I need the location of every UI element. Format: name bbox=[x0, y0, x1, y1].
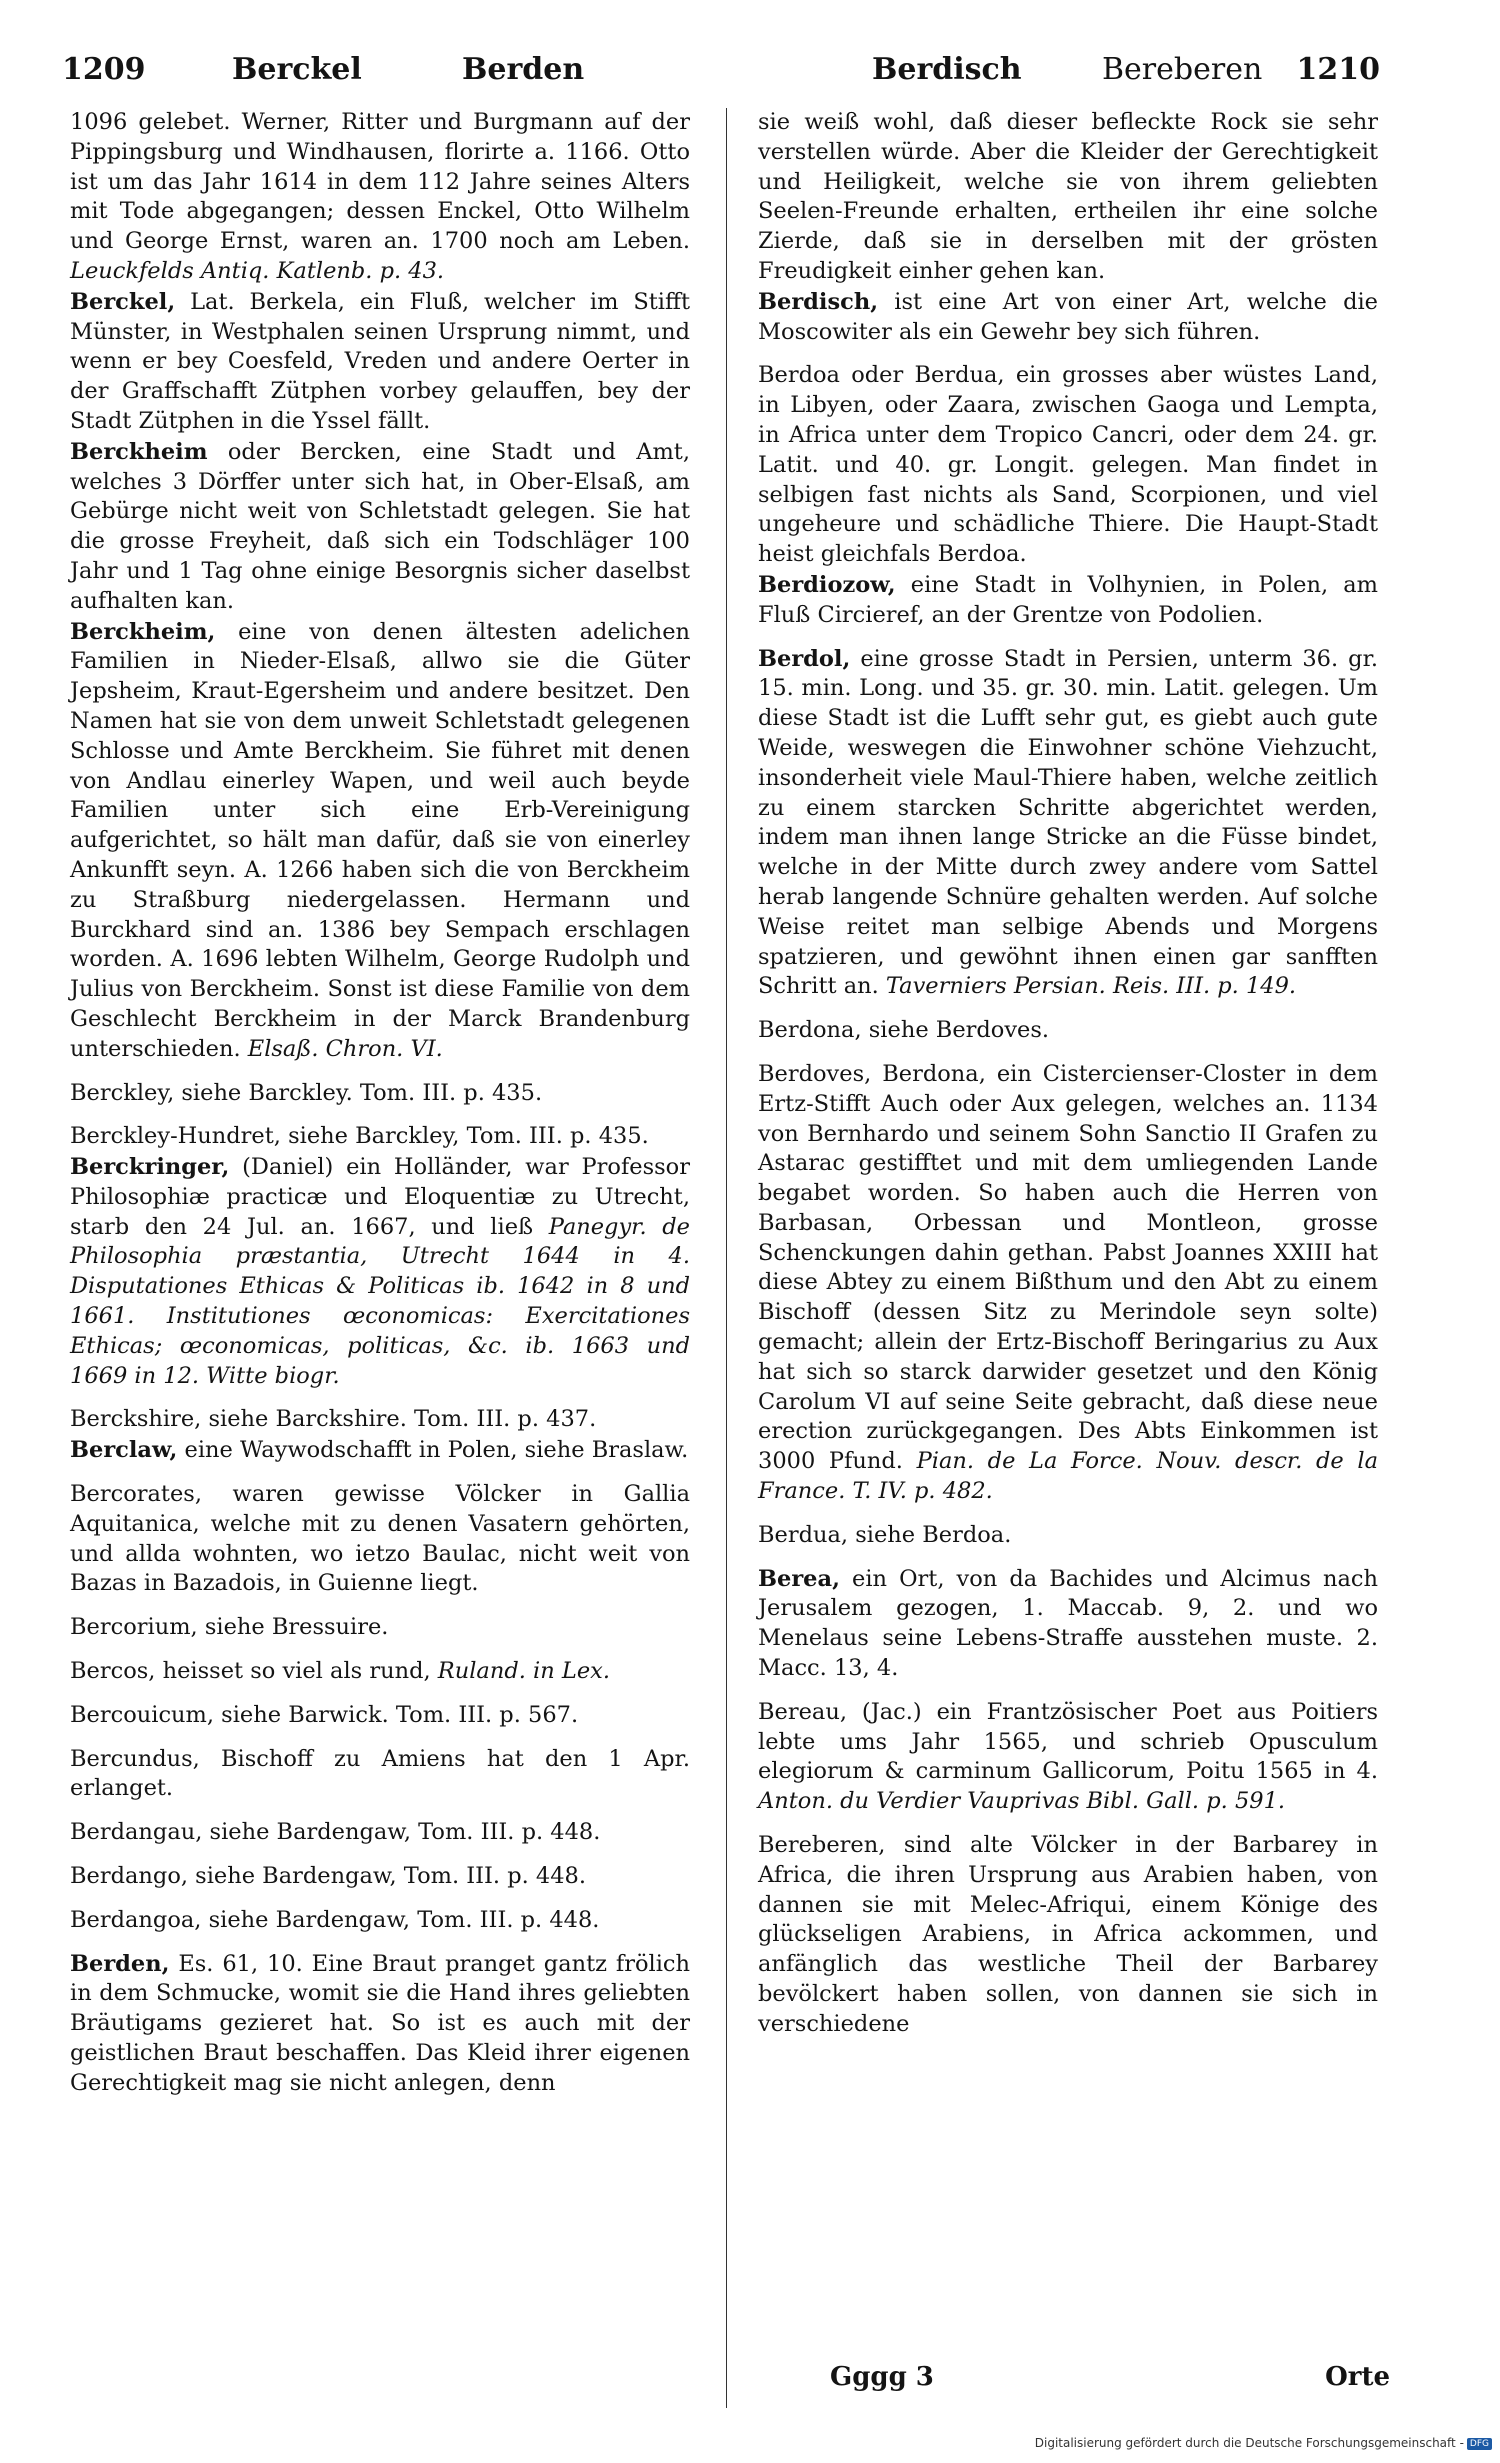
left-column bbox=[70, 108, 690, 2100]
footer-text: Digitalisierung gefördert durch die Deutsche Forschungsgemeinschaft - bbox=[1034, 2436, 1464, 2450]
entry-text: sie weiß wohl, daß dieser befleckte Rock sie sehr verstellen würde. Aber die Kleider der Gerechtigkeit und Heiligkeit, welche sie von ihrem geliebten Seelen-Freunde erhalten, ertheilen ihr eine solche Zierde, daß sie in derselben mit der grösten Freudigkeit einher gehen kan. bbox=[758, 109, 1378, 284]
entry-text: Berdangau, siehe Bardengaw, Tom. III. p. 448. bbox=[70, 1819, 601, 1846]
entry-lemma: Berckheim bbox=[70, 438, 208, 465]
dictionary-entry bbox=[758, 1698, 1378, 1817]
entry-reference: Taverniers Persian. Reis. III. p. 149. bbox=[885, 973, 1297, 1000]
entry-text: eine von denen ältesten adelichen Familien in Nieder-Elsaß, allwo sie die Güter Jepsheim, Kraut-Egersheim und andere besitzet. Den Namen hat sie von dem unweit Schletstadt gelegenen Schlosse und Amte Berckheim. Sie führet mit denen von Andlau einerley Wapen, und weil auch beyde Familien unter sich eine Erb-Vereinigung aufgerichtet, so hält man dafür, daß sie von einerley Ankunfft seyn. A. 1266 haben sich die von Berckheim zu Straßburg niedergelassen. Hermann und Burckhard sind an. 1386 bey Sempach erschlagen worden. A. 1696 lebten Wilhelm, George Rudolph und Julius von Berckheim. Sonst ist diese Familie von dem Geschlecht Berckheim in der Marck Brandenburg unterschieden. bbox=[70, 618, 690, 1062]
entry-text: Bercorium, siehe Bressuire. bbox=[70, 1614, 389, 1641]
dictionary-entry bbox=[70, 1480, 690, 1599]
entry-reference: Ruland. in Lex. bbox=[437, 1658, 610, 1685]
dictionary-entry bbox=[70, 288, 690, 437]
entry-lemma: Berckheim, bbox=[70, 618, 216, 645]
entry-lemma: Berea, bbox=[758, 1565, 840, 1592]
dictionary-entry bbox=[758, 361, 1378, 570]
catchword-header-4: Bereberen bbox=[1102, 52, 1263, 87]
dictionary-entry bbox=[70, 1436, 690, 1466]
entry-reference: Leuckfelds Antiq. Katlenb. p. 43. bbox=[70, 257, 445, 284]
column-divider bbox=[726, 108, 727, 2408]
catchword: Orte bbox=[1325, 2362, 1390, 2392]
entry-text: ein Ort, von da Bachides und Alcimus nach Jerusalem gezogen, 1. Maccab. 9, 2. und wo Menelaus seine Lebens-Straffe ausstehen muste. 2. Macc. 13, 4. bbox=[758, 1565, 1378, 1682]
dictionary-entry bbox=[758, 108, 1378, 287]
dictionary-entry bbox=[70, 1862, 690, 1892]
entry-text: Bercundus, Bischoff zu Amiens hat den 1 Apr. erlanget. bbox=[70, 1745, 690, 1802]
dictionary-entry bbox=[70, 618, 690, 1065]
dictionary-entry bbox=[758, 645, 1378, 1003]
entry-text: Berdoa oder Berdua, ein grosses aber wüstes Land, in Libyen, oder Zaara, zwischen Gaoga und Lempta, in Africa unter dem Tropico Cancri, oder dem 24. gr. Latit. und 40. gr. Longit. gelegen. Man findet in selbigen fast nichts als Sand, Scorpionen, und viel ungeheure und schädliche Thiere. Die Haupt-Stadt heist gleichfals Berdoa. bbox=[758, 362, 1378, 568]
entry-text: oder Bercken, eine Stadt und Amt, welches 3 Dörffer unter sich hat, in Ober-Elsaß, am Gebürge nicht weit von Schletstadt gelegen. Sie hat die grosse Freyheit, daß sich ein Todschläger 100 Jahr und 1 Tag ohne einige Besorgnis sicher daselbst aufhalten kan. bbox=[70, 438, 690, 614]
catchword-header-2: Berden bbox=[462, 52, 585, 87]
dictionary-entry bbox=[70, 1745, 690, 1805]
dictionary-entry bbox=[70, 1079, 690, 1109]
entry-lemma: Berdiozow, bbox=[758, 571, 896, 598]
entry-text: Bercouicum, siehe Barwick. Tom. III. p. 567. bbox=[70, 1701, 579, 1728]
entry-text: Bercos, heisset so viel als rund, bbox=[70, 1658, 431, 1685]
dictionary-entry bbox=[70, 108, 690, 287]
signature-mark: Gggg 3 bbox=[830, 2362, 934, 2392]
entry-lemma: Berclaw, bbox=[70, 1437, 178, 1464]
dictionary-entry bbox=[70, 438, 690, 617]
entry-text: Berdoves, Berdona, ein Cistercienser-Closter in dem Ertz-Stifft Auch oder Aux gelegen, welches an. 1134 von Bernhardo und seinem Sohn Sanctio II Grafen zu Astarac gestifftet und mit dem umliegenden Lande begabet worden. So haben auch die Herren von Barbasan, Orbessan und Montleon, grosse Schenckungen dahin gethan. Pabst Joannes XXIII hat diese Abtey zu einem Bißthum und den Abt zu einem Bischoff (dessen Sitz zu Merindole seyn solte) gemacht; allein der Ertz-Bischoff Beringarius zu Aux hat sich so starck darwider gesetzet und den König Carolum VI auf seine Seite gebracht, daß diese neue erection zurückgegangen. Des Abts Einkommen ist 3000 Pfund. bbox=[758, 1060, 1378, 1475]
entry-text: eine grosse Stadt in Persien, unterm 36. gr. 15. min. Long. und 35. gr. 30. min. Latit. gelegen. Um diese Stadt ist die Lufft sehr gut, es giebt auch gute Weide, weswegen die Einwohner schöne Viehzucht, insonderheit viele Maul-Thiere haben, welche zeitlich zu einem starcken Schritte abgerichtet werden, indem man ihnen lange Stricke an die Füsse bindet, welche in der Mitte durch zwey andere vom Sattel herab langende Schnüre gehalten werden. Auf solche Weise reitet man selbige Abends und Morgens spatzieren, und gewöhnt ihnen einen gar sanfften Schritt an. bbox=[758, 645, 1379, 1000]
entry-text: Bercorates, waren gewisse Völcker in Gallia Aquitanica, welche mit zu denen Vasatern gehörten, und allda wohnten, wo ietzo Baulac, nicht weit von Bazas in Bazadois, in Guienne liegt. bbox=[70, 1481, 690, 1597]
entry-text: ist eine Art von einer Art, welche die Moscowiter als ein Gewehr bey sich führen. bbox=[758, 288, 1378, 345]
dictionary-entry bbox=[758, 1016, 1378, 1046]
dictionary-entry bbox=[70, 1701, 690, 1731]
entry-lemma: Berdol, bbox=[758, 645, 851, 672]
digitization-footer bbox=[1035, 2436, 1492, 2450]
dictionary-entry bbox=[758, 1521, 1378, 1551]
dictionary-entry bbox=[70, 1657, 690, 1687]
entry-reference: Pian. de La Force. Nouv. descr. de la France. T. IV. p. 482. bbox=[758, 1448, 1379, 1505]
entry-text: Berdango, siehe Bardengaw, Tom. III. p. 448. bbox=[70, 1863, 587, 1890]
entry-lemma: Berckringer, bbox=[70, 1154, 230, 1181]
entry-text: eine Stadt in Volhynien, in Polen, am Fluß Circieref, an der Grentze von Podolien. bbox=[758, 571, 1379, 628]
entry-reference: Anton. du Verdier Vauprivas Bibl. Gall. p. 591. bbox=[758, 1788, 1286, 1815]
entry-text: Bereau, (Jac.) ein Frantzösischer Poet aus Poitiers lebte ums Jahr 1565, und schrieb Opusculum elegiorum & carminum Gallicorum, Poitu 1565 in 4. bbox=[758, 1698, 1378, 1785]
entry-text: Berdangoa, siehe Bardengaw, Tom. III. p. 448. bbox=[70, 1906, 600, 1933]
entry-text: 1096 gelebet. Werner, Ritter und Burgmann auf der Pippingsburg und Windhausen, florirte a. 1166. Otto ist um das Jahr 1614 in dem 112 Jahre seines Alters mit Tode abgegangen; dessen Enckel, Otto Wilhelm und George Ernst, waren an. 1700 noch am Leben. bbox=[70, 109, 690, 255]
dfg-logo-icon: DFG bbox=[1467, 2438, 1492, 2450]
entry-reference: Panegyr. de Philosophia præstantia, Utrecht 1644 in 4. Disputationes Ethicas & Politicas ib. 1642 in 8 und 1661. Institutiones œconomicas: Exercitationes Ethicas; œconomicas, politicas, &c. ib. 1663 und 1669 in 12. Witte biogr. bbox=[70, 1213, 690, 1389]
entry-text: Lat. Berkela, ein Fluß, welcher im Stifft Münster, in Westphalen seinen Ursprung nimmt, und wenn er bey Coesfeld, Vreden und andere Oerter in der Graffschafft Zütphen vorbey gelauffen, bey der Stadt Zütphen in die Yssel fällt. bbox=[70, 288, 690, 434]
entry-text: Berdona, siehe Berdoves. bbox=[758, 1017, 1050, 1044]
dictionary-entry bbox=[758, 1060, 1378, 1507]
dictionary-entry bbox=[758, 288, 1378, 348]
dictionary-entry bbox=[758, 1565, 1378, 1684]
dictionary-entry bbox=[70, 1122, 690, 1152]
entry-text: Berdua, siehe Berdoa. bbox=[758, 1521, 1012, 1548]
page-number-left: 1209 bbox=[62, 52, 146, 87]
entry-reference: Elsaß. Chron. VI. bbox=[247, 1035, 443, 1062]
entry-lemma: Berdisch, bbox=[758, 288, 879, 315]
dictionary-entry bbox=[70, 1153, 690, 1391]
right-column bbox=[758, 108, 1378, 2041]
entry-text: Berckley, siehe Barckley. Tom. III. p. 435. bbox=[70, 1079, 543, 1106]
dictionary-entry bbox=[758, 571, 1378, 631]
entry-text: eine Waywodschafft in Polen, siehe Braslaw. bbox=[184, 1437, 689, 1464]
page-number-right: 1210 bbox=[1296, 52, 1380, 87]
catchword-header-3: Berdisch bbox=[872, 52, 1022, 87]
running-head bbox=[62, 52, 1380, 98]
dictionary-entry bbox=[70, 1906, 690, 1936]
entry-text: Bereberen, sind alte Völcker in der Barbarey in Africa, die ihren Ursprung aus Arabien haben, von dannen sie mit Melec-Afriqui, einem Könige des glückseligen Arabiens, in Africa ackommen, und anfänglich das westliche Theil der Barbarey bevölckert haben sollen, von dannen sie sich in verschiedene bbox=[758, 1832, 1378, 2037]
entry-text: Berckshire, siehe Barckshire. Tom. III. p. 437. bbox=[70, 1406, 597, 1433]
dictionary-entry bbox=[758, 1831, 1378, 2040]
entry-text: Es. 61, 10. Eine Braut pranget gantz frölich in dem Schmucke, womit sie die Hand ihres geliebten Bräutigams gezieret hat. So ist es auch mit der geistlichen Braut beschaffen. Das Kleid ihrer eigenen Gerechtigkeit mag sie nicht anlegen, denn bbox=[70, 1950, 691, 2096]
dictionary-entry bbox=[70, 1818, 690, 1848]
catchword-header-1: Berckel bbox=[232, 52, 362, 87]
entry-lemma: Berckel, bbox=[70, 288, 176, 315]
dictionary-entry bbox=[70, 1405, 690, 1435]
entry-lemma: Berden, bbox=[70, 1950, 170, 1977]
entry-text: Berckley-Hundret, siehe Barckley, Tom. III. p. 435. bbox=[70, 1123, 649, 1150]
entry-text: (Daniel) ein Holländer, war Professor Philosophiæ practicæ und Eloquentiæ zu Utrecht, starb den 24 Jul. an. 1667, und ließ bbox=[70, 1154, 690, 1240]
dictionary-entry bbox=[70, 1613, 690, 1643]
dictionary-entry bbox=[70, 1950, 690, 2099]
